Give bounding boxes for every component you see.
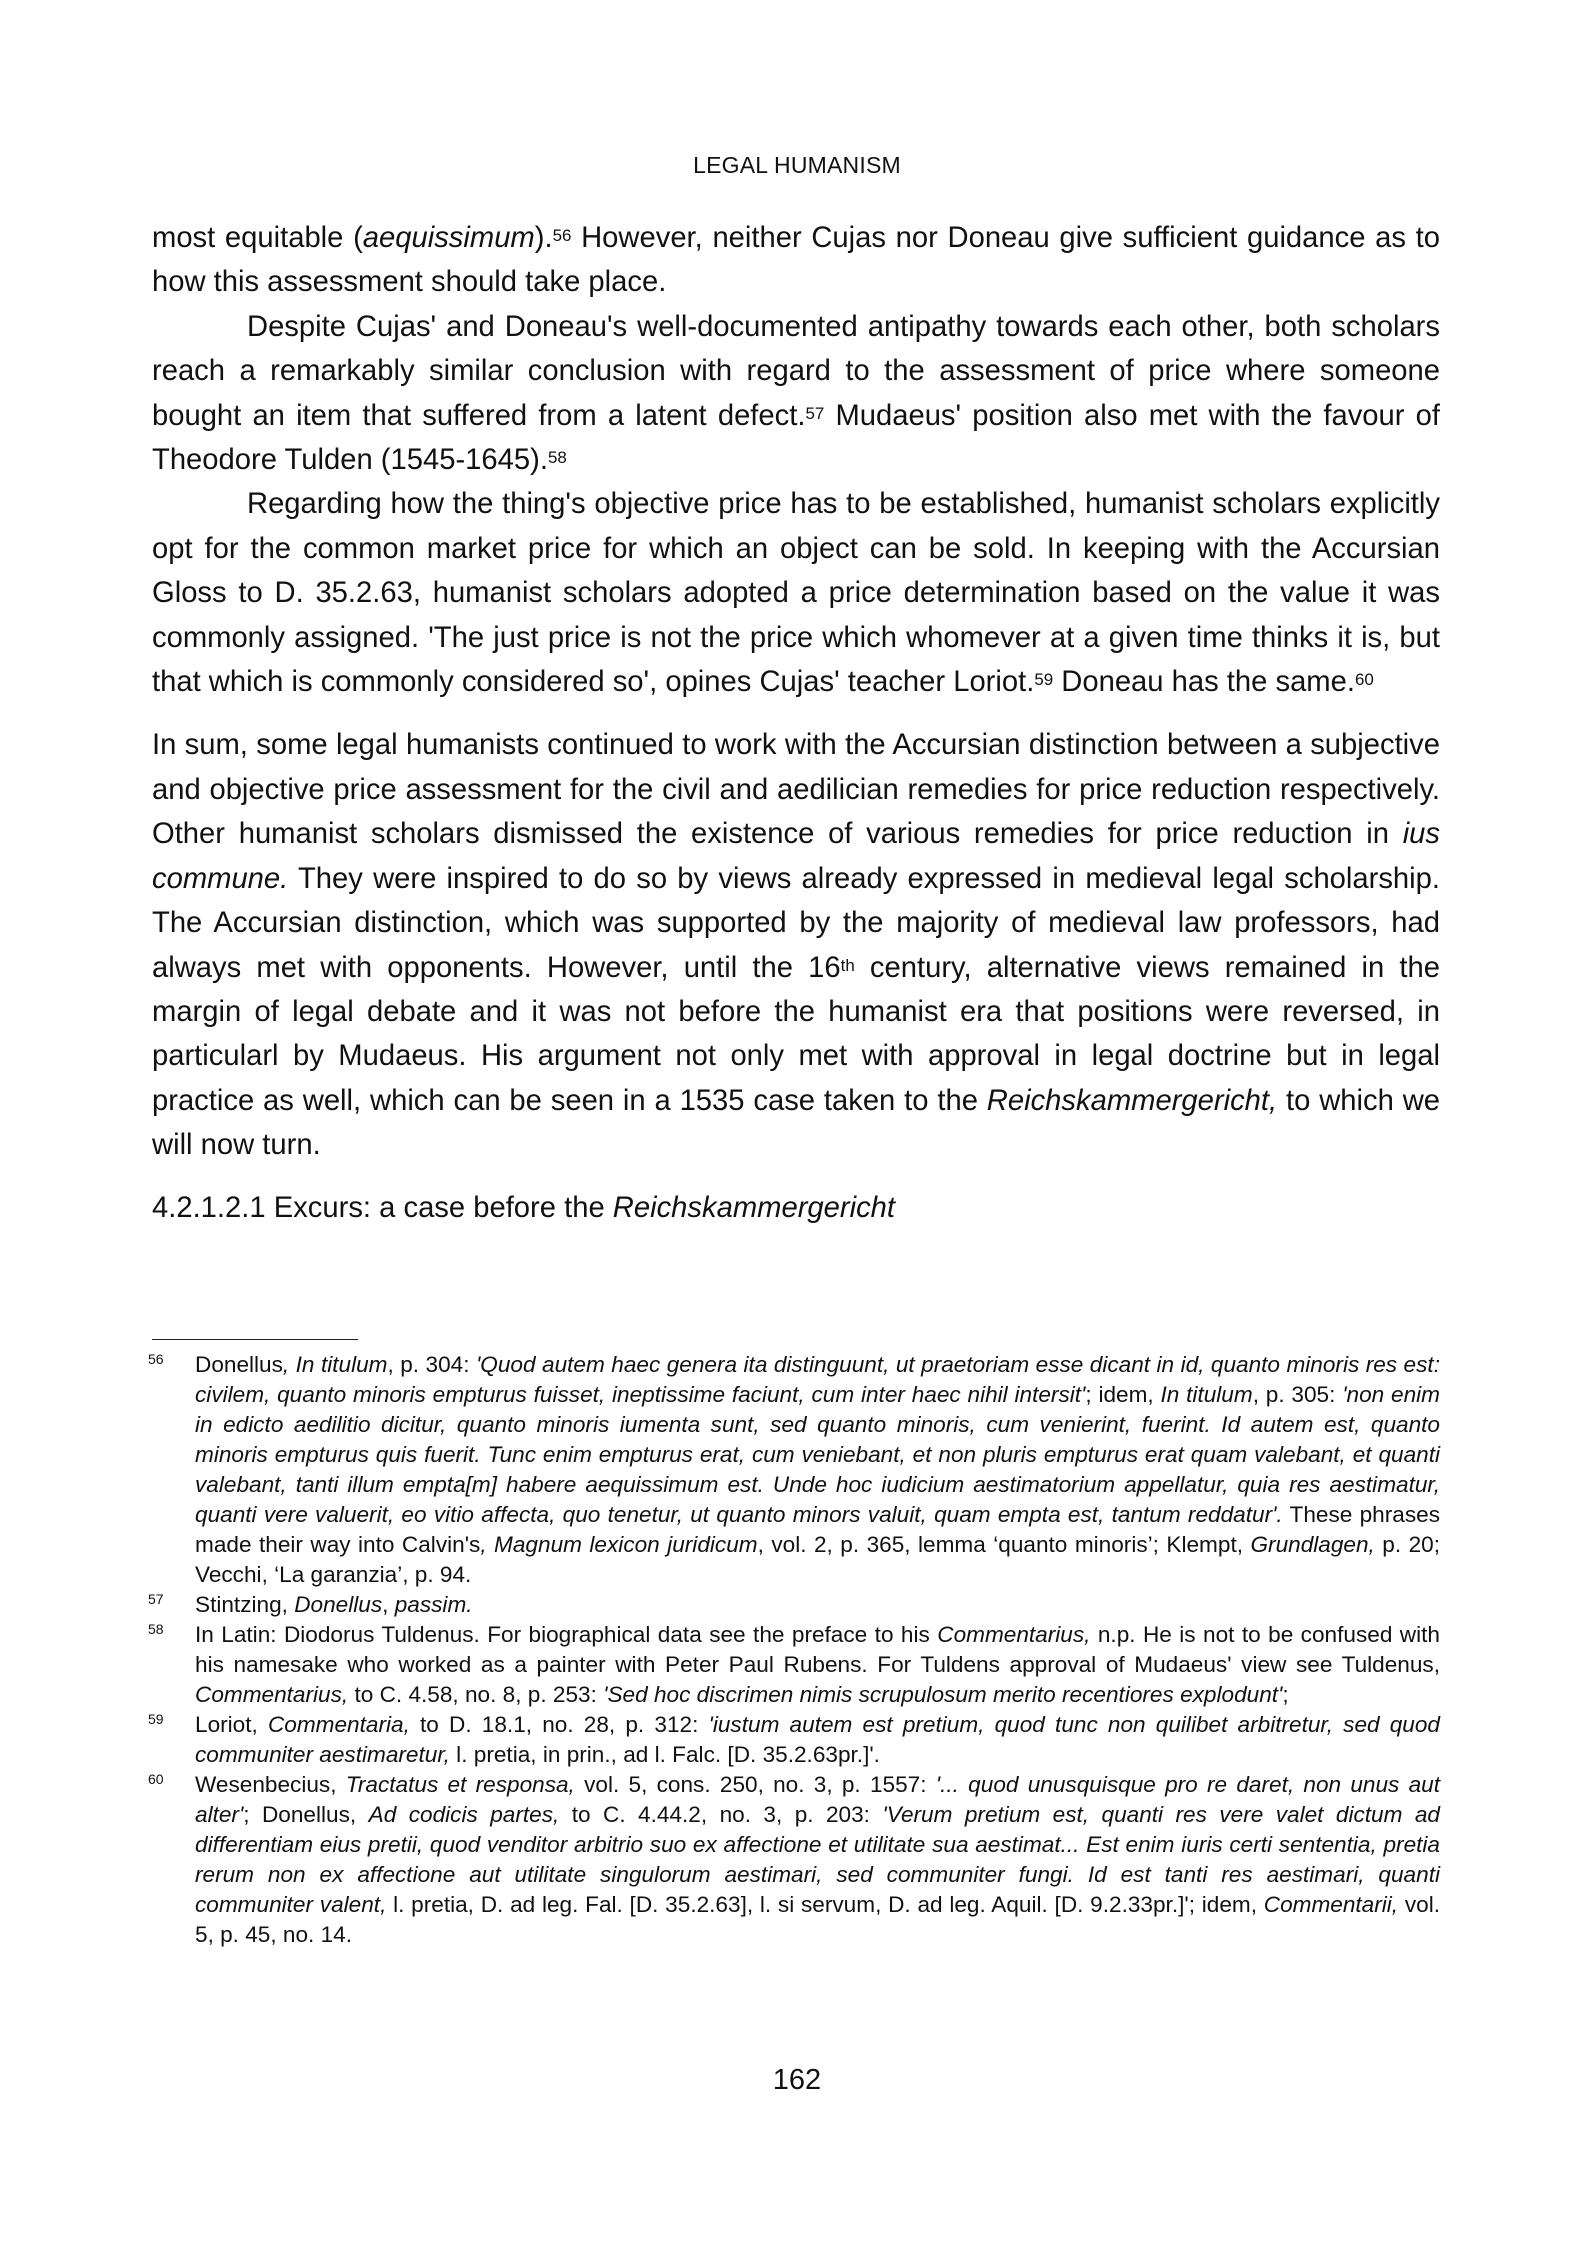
- page-number: 162: [772, 2064, 822, 2096]
- footnote-text: vol. 5, cons. 250, no. 3, p. 1557:: [574, 1772, 936, 1797]
- footnote-text: to C. 4.44.2, no. 3, p. 203:: [559, 1802, 883, 1827]
- paragraph-1: [152, 216, 1440, 305]
- paragraph-3: [152, 482, 1440, 704]
- body-text: [152, 216, 1440, 1230]
- footnote-italic: '... quod unusquisque pro re daret, non unus aut alter': [195, 1772, 1441, 1827]
- footnote-60: [148, 1770, 1440, 1950]
- footnote-italic: passim.: [394, 1592, 473, 1617]
- footnote-number: 59: [148, 1711, 164, 1727]
- footnote-text: Wesenbecius,: [195, 1772, 346, 1797]
- footnote-ref-59[interactable]: 59: [1034, 670, 1054, 690]
- footnote-56: [148, 1350, 1440, 1590]
- text-span: to which we will now turn.: [152, 1084, 1441, 1162]
- heading-text: 4.2.1.2.1 Excurs: a case before the: [152, 1191, 613, 1224]
- footnote-italic: 'Sed hoc discrimen nimis scrupulosum merito recentiores explodunt': [603, 1682, 1283, 1707]
- footnote-text: l. pretia, in prin., ad l. Falc. [D. 35.2.63pr.]'.: [449, 1742, 880, 1767]
- text-span: Mudaeus' position also met with the favour of Theodore Tulden (1545-1645).: [152, 399, 1440, 477]
- footnote-text: ; Donellus,: [243, 1802, 369, 1827]
- footnote-number: 60: [148, 1771, 164, 1787]
- paragraph-4: [152, 723, 1440, 1167]
- footnote-italic: 'non enim in edicto aedilitio dicitur, quanto minoris iumenta sunt, sed quanto minoris, cum venierint, fuerint. Id autem est, quanto minoris empturus quis fuerit. Tunc enim empturus erat, cum veniebant, et non pluris empturus erat quam valebant, et quanti valebant, tanti illum empta[m] habere aequissimum est. Unde hoc iudicium aestimatorium appellatur, quia res aestimatur, quanti vere valuerit, eo vitio affecta, quo tenetur, ut quanto minors valuit, quam empta est, tantum reddatur'.: [195, 1382, 1441, 1527]
- footnote-italic: Ad codicis partes,: [368, 1802, 560, 1827]
- footnote-text: Donellus: [195, 1352, 283, 1377]
- footnote-59: [148, 1710, 1440, 1770]
- footnote-text: ,: [382, 1592, 395, 1617]
- footnote-separator: [152, 1339, 358, 1340]
- footnote-text: n.p. He is not to be confused with his namesake who worked as a painter with Peter Paul Rubens. For Tuldens approval of Mudaeus' view see Tuldenus,: [195, 1622, 1440, 1677]
- italic-term: aequissimum: [362, 222, 535, 254]
- footnote-italic: , In titulum: [282, 1352, 388, 1377]
- footnote-italic: Commentarius,: [195, 1682, 349, 1707]
- footnote-italic: 'Verum pretium est, quanti res vere valet dictum ad differentiam eius pretii, quod venditor arbitrio suo ex affectione et utilitate sua aestimat... Est enim iuris certi sententia, pretia rerum non ex affectione aut utilitate singulorum aestimari, sed communiter fungi. Id est tanti res aestimari, quanti communiter valent,: [195, 1802, 1440, 1917]
- text-span: Regarding how the thing's objective price has to be established, humanist scholars explicitly opt for the common market price for which an object can be sold. In keeping with the Accursian Gloss to D. 35.2.63, humanist scholars adopted a price determination based on the value it was commonly assigned. 'The just price is not the price which whomever at a given time thinks it is, but that which is commonly considered so', opines Cujas' teacher Loriot.: [152, 488, 1440, 699]
- footnote-text: vol. 5, p. 45, no. 14.: [195, 1892, 1441, 1947]
- footnotes: [148, 1350, 1440, 1950]
- footnote-ref-60[interactable]: 60: [1354, 670, 1374, 690]
- footnote-italic: Commentarius,: [937, 1622, 1091, 1647]
- footnote-italic: In titulum: [1160, 1382, 1253, 1407]
- footnote-text: , p. 305:: [1252, 1382, 1343, 1407]
- footnote-number: 57: [148, 1591, 164, 1607]
- footnote-text: ;: [1282, 1682, 1289, 1707]
- text-span: ).: [534, 222, 553, 254]
- footnote-text: These phrases made their way into Calvin's: [195, 1502, 1440, 1557]
- text-span: Despite Cujas' and Doneau's well-documented antipathy towards each other, both scholars reach a remarkably similar conclusion with regard to the assessment of price where someone bought an item that suffered from a latent defect.: [152, 310, 1440, 432]
- footnote-italic: Commentarii,: [1263, 1892, 1399, 1917]
- footnote-57: [148, 1590, 1440, 1620]
- footnote-ref-57[interactable]: 57: [805, 403, 825, 423]
- footnote-text: , p. 304:: [387, 1352, 476, 1377]
- footnote-number: 58: [148, 1621, 164, 1637]
- section-heading: [152, 1186, 1440, 1230]
- text-span: In sum, some legal humanists continued to work with the Accursian distinction between a subjective and objective price assessment for the civil and aedilician remedies for price reduction respectively. Other humanist scholars dismissed the existence of various remedies for price reduction in: [152, 729, 1440, 851]
- footnote-text: p. 20; Vecchi, ‘La garanzia’, p. 94.: [195, 1532, 1440, 1587]
- footnote-text: Stintzing,: [195, 1592, 295, 1617]
- footnote-italic: Grundlagen,: [1250, 1532, 1375, 1557]
- footnote-number: 56: [148, 1351, 164, 1367]
- footnote-italic: 'iustum autem est pretium, quod tunc non quilibet arbitretur, sed quod communiter aestimaretur,: [195, 1712, 1441, 1767]
- text-span: They were inspired to do so by views already expressed in medieval legal scholarship. The Accursian distinction, which was supported by the majority of medieval law professors, had always met with opponents. However, until the 16: [152, 862, 1440, 984]
- text-span: However, neither Cujas nor Doneau give sufficient guidance as to how this assessment should take place.: [152, 222, 1440, 299]
- footnote-text: , vol. 2, p. 365, lemma ‘quanto minoris’; Klempt,: [757, 1532, 1251, 1557]
- ordinal-suffix: th: [840, 955, 855, 975]
- footnote-text: ; idem,: [1085, 1382, 1161, 1407]
- footnote-text: to C. 4.58, no. 8, p. 253:: [348, 1682, 604, 1707]
- footnote-italic: Tractatus et responsa,: [345, 1772, 575, 1797]
- footnote-text: In Latin: Diodorus Tuldenus. For biographical data see the preface to his: [195, 1622, 938, 1647]
- footnote-ref-58[interactable]: 58: [547, 448, 567, 468]
- text-span: century, alternative views remained in the margin of legal debate and it was not before the humanist era that positions were reversed, in particularl by Mudaeus. His argument not only met with approval in legal doctrine but in legal practice as well, which can be seen in a 1535 case taken to the: [152, 951, 1441, 1117]
- italic-term: ius commune.: [152, 818, 1440, 895]
- text-span: Doneau has the same.: [1053, 666, 1355, 699]
- footnote-italic: 'Quod autem haec genera ita distinguunt, ut praetoriam esse dicant in id, quanto minoris res est: civilem, quanto minoris empturus fuisset, ineptissime faciunt, cum inter haec nihil intersit': [195, 1352, 1440, 1407]
- footnote-ref-56[interactable]: 56: [552, 226, 572, 246]
- footnote-58: [148, 1620, 1440, 1710]
- footnote-italic: , Magnum lexicon juridicum: [480, 1532, 758, 1557]
- footnote-text: l. pretia, D. ad leg. Fal. [D. 35.2.63], l. si servum, D. ad leg. Aquil. [D. 9.2.33pr.]'; idem,: [386, 1892, 1264, 1917]
- running-header: LEGAL HUMANISM: [693, 152, 901, 178]
- paragraph-2: [152, 305, 1440, 483]
- footnote-italic: Commentaria,: [267, 1712, 410, 1737]
- text-span: most equitable (: [152, 222, 363, 254]
- footnote-text: Loriot,: [195, 1712, 268, 1737]
- footnote-italic: Donellus: [294, 1592, 383, 1617]
- italic-term: Reichskammergericht,: [986, 1084, 1278, 1117]
- heading-italic: Reichskammergericht: [612, 1191, 896, 1224]
- footnote-text: to D. 18.1, no. 28, p. 312:: [409, 1712, 709, 1737]
